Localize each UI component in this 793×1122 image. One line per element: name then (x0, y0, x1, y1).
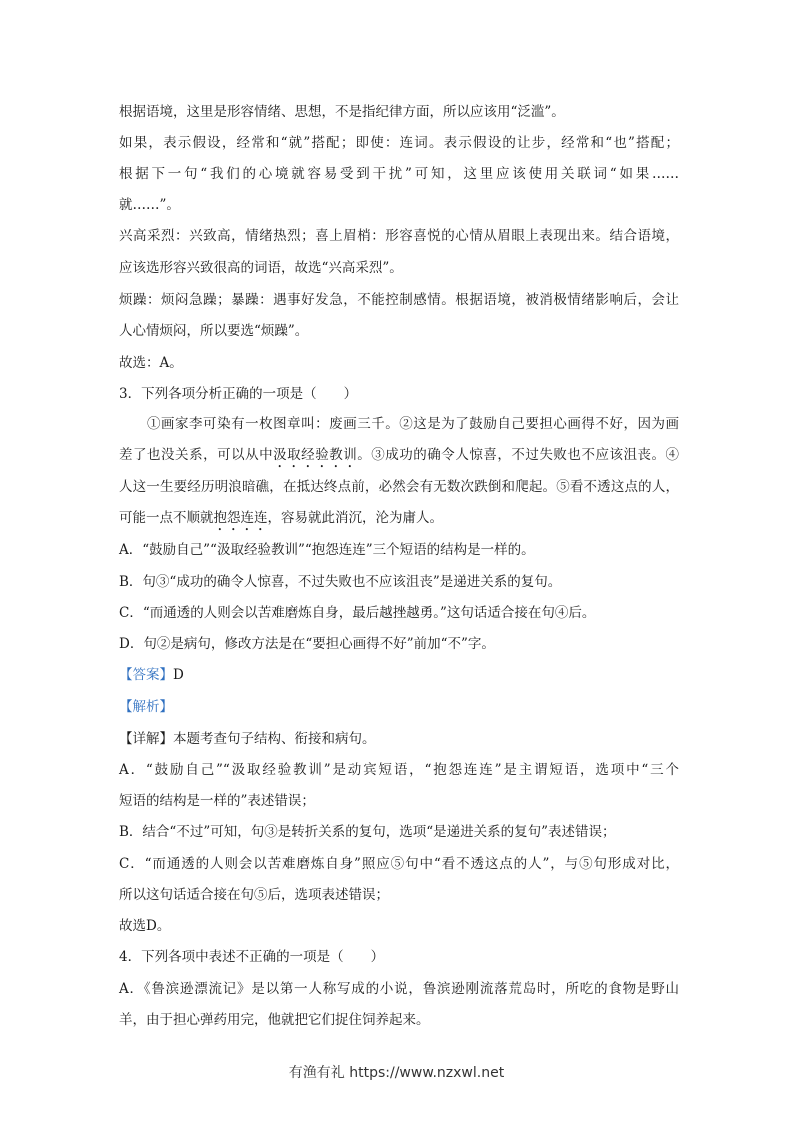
text-line: 根据下一句“我们的心境就容易受到干扰”可知，这里应该使用关联词“如果…… (119, 166, 679, 182)
text-line: 如果，表示假设，经常和“就”搭配；即使：连词。表示假设的让步，经常和“也”搭配； (119, 135, 679, 151)
passage-line: 人这一生要经历明浪暗礁，在抵达终点前，必然会有无数次跌倒和爬起。⑤看不透这点的人， (119, 479, 679, 495)
emphasized-phrase: 汲取经验教训 (273, 447, 358, 463)
explanation-line: B．结合“不过”可知，句③是转折关系的复句，选项“是递进关系的复句”表述错误； (119, 824, 616, 840)
emphasized-phrase: 抱怨连连 (213, 510, 268, 526)
analysis-tag: 【解析】 (119, 699, 173, 715)
option-d: D．句②是病句，修改方法是在“要担心画得不好”前加“不”字。 (119, 636, 495, 652)
passage-line: 可能一点不顺就抱怨连连，容易就此消沉，沦为庸人。 (119, 510, 443, 526)
explanation-line: C．“而通透的人则会以苦难磨炼自身”照应⑤句中“看不透这点的人”，与⑤句形成对比， (119, 856, 679, 872)
text-line: 故选：A。 (119, 355, 183, 371)
text-line: 兴高采烈：兴致高，情绪热烈；喜上眉梢：形容喜悦的心情从眉眼上表现出来。结合语境， (119, 228, 679, 244)
text-line: 根据语境，这里是形容情绪、思想，不是指纪律方面，所以应该用“泛滥”。 (119, 104, 565, 120)
text-line: 烦躁：烦闷急躁；暴躁：遇事好发急，不能控制感情。根据语境，被消极情绪影响后，会让 (119, 292, 679, 308)
question-3-title: 3．下列各项分析正确的一项是（ ） (119, 386, 358, 402)
explanation-line: 所以这句话适合接在句⑤后，选项表述错误； (119, 887, 389, 903)
conclusion-line: 故选D。 (119, 918, 171, 934)
passage-line: ①画家李可染有一枚图章叫：废画三千。②这是为了鼓励自己要担心画得不好，因为画 (147, 416, 679, 432)
footer-watermark: 有渔有礼 https://www.nzxwl.net (288, 1065, 505, 1081)
text-line: 人心情烦闷，所以要选“烦躁”。 (119, 323, 309, 339)
option-line: 羊，由于担心弹药用完，他就把它们捉住饲养起来。 (119, 1012, 430, 1028)
answer-value: D (173, 667, 184, 683)
explanation-line: A．“鼓励自己”“汲取经验教训”是动宾短语，“抱怨连连”是主谓短语，选项中“三个 (119, 762, 679, 778)
question-4-title: 4．下列各项中表述不正确的一项是（ ） (119, 949, 385, 965)
option-c: C．“而通透的人则会以苦难磨炼自身，最后越挫越勇。”这句话适合接在句④后。 (119, 605, 596, 621)
answer-line (119, 666, 679, 684)
option-b: B．句③“成功的确令人惊喜，不过失败也不应该沮丧”是递进关系的复句。 (119, 574, 562, 590)
explanation-line: 短语的结构是一样的”表述错误； (119, 793, 315, 809)
detail-line: 【详解】本题考查句子结构、衔接和病句。 (119, 731, 376, 747)
text-line: 应该选形容兴致很高的词语，故选“兴高采烈”。 (119, 260, 403, 276)
answer-tag: 【答案】 (119, 667, 173, 683)
option-line: A．《鲁滨逊漂流记》是以第一人称写成的小说，鲁滨逊刚流落荒岛时，所吃的食物是野山 (119, 981, 679, 997)
passage-line: 差了也没关系，可以从中汲取经验教训。③成功的确令人惊喜，不过失败也不应该沮丧。④ (119, 447, 680, 463)
option-a: A．“鼓励自己”“汲取经验教训”“抱怨连连”三个短语的结构是一样的。 (119, 542, 535, 558)
text-line: 就……”。 (119, 197, 180, 213)
